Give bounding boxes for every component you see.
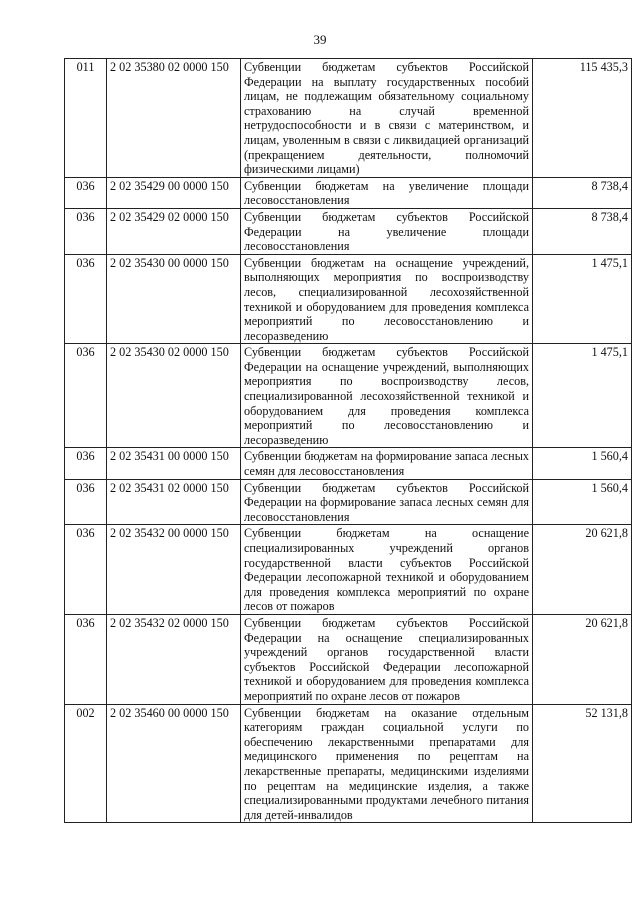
budget-classification-code: 2 02 35431 00 0000 150 bbox=[107, 448, 241, 479]
revenue-name: Субвенции бюджетам на оснащение специализированных учреждений органов государственной власти субъектов Российской Федерации лесопожарной техникой и оборудованием для проведения комплекса мероприятий по охране лесов от пожаров bbox=[241, 525, 533, 615]
amount: 20 621,8 bbox=[533, 614, 632, 704]
amount: 1 560,4 bbox=[533, 448, 632, 479]
budget-classification-code: 2 02 35429 02 0000 150 bbox=[107, 208, 241, 254]
budget-classification-code: 2 02 35432 02 0000 150 bbox=[107, 614, 241, 704]
amount: 1 475,1 bbox=[533, 344, 632, 448]
amount: 20 621,8 bbox=[533, 525, 632, 615]
table-row bbox=[65, 177, 632, 208]
admin-code: 036 bbox=[65, 208, 107, 254]
admin-code: 036 bbox=[65, 448, 107, 479]
amount: 8 738,4 bbox=[533, 208, 632, 254]
revenue-name: Субвенции бюджетам на формирование запаса лесных семян для лесовосстановления bbox=[241, 448, 533, 479]
admin-code: 036 bbox=[65, 525, 107, 615]
revenue-name: Субвенции бюджетам субъектов Российской Федерации на формирование запаса лесных семян для лесовосстановления bbox=[241, 479, 533, 525]
amount: 115 435,3 bbox=[533, 59, 632, 178]
revenue-name: Субвенции бюджетам субъектов Российской Федерации на увеличение площади лесовосстановления bbox=[241, 208, 533, 254]
table-row bbox=[65, 59, 632, 178]
table-row bbox=[65, 208, 632, 254]
table-row bbox=[65, 344, 632, 448]
budget-classification-code: 2 02 35430 00 0000 150 bbox=[107, 254, 241, 344]
admin-code: 036 bbox=[65, 479, 107, 525]
amount: 52 131,8 bbox=[533, 704, 632, 823]
amount: 1 560,4 bbox=[533, 479, 632, 525]
admin-code: 011 bbox=[65, 59, 107, 178]
revenue-name: Субвенции бюджетам субъектов Российской Федерации на выплату государственных пособий лицам, не подлежащим обязательному социальному страхованию на случай временной нетрудоспособности и в связи с материнством, и лицам, уволенным в связи с ликвидацией организаций (прекращением деятельности, полномочий физическими лицами) bbox=[241, 59, 533, 178]
table-row bbox=[65, 448, 632, 479]
table-row bbox=[65, 525, 632, 615]
revenue-name: Субвенции бюджетам на оказание отдельным категориям граждан социальной услуги по обеспечению лекарственными препаратами для медицинского применения по рецептам на лекарственные препараты, медицинскими изделиями по рецептам на медицинские изделия, а также специализированными продуктами лечебного питания для детей-инвалидов bbox=[241, 704, 533, 823]
table-row bbox=[65, 614, 632, 704]
admin-code: 002 bbox=[65, 704, 107, 823]
revenue-name: Субвенции бюджетам субъектов Российской Федерации на оснащение специализированных учреждений органов государственной власти субъектов Российской Федерации лесопожарной техникой и оборудованием для проведения комплекса мероприятий по охране лесов от пожаров bbox=[241, 614, 533, 704]
admin-code: 036 bbox=[65, 614, 107, 704]
admin-code: 036 bbox=[65, 177, 107, 208]
revenue-name: Субвенции бюджетам субъектов Российской Федерации на оснащение учреждений, выполняющих мероприятия по воспроизводству лесов, специализированной лесохозяйственной техникой и оборудованием для проведения комплекса мероприятий по лесовосстановлению и лесоразведению bbox=[241, 344, 533, 448]
page-number: 39 bbox=[313, 32, 327, 47]
budget-classification-code: 2 02 35430 02 0000 150 bbox=[107, 344, 241, 448]
table-row bbox=[65, 479, 632, 525]
admin-code: 036 bbox=[65, 344, 107, 448]
budget-classification-code: 2 02 35460 00 0000 150 bbox=[107, 704, 241, 823]
budget-classification-code: 2 02 35429 00 0000 150 bbox=[107, 177, 241, 208]
budget-classification-code: 2 02 35431 02 0000 150 bbox=[107, 479, 241, 525]
table-row bbox=[65, 254, 632, 344]
revenue-name: Субвенции бюджетам на оснащение учреждений, выполняющих мероприятия по воспроизводству лесов, специализированной лесохозяйственной техникой и оборудованием для проведения комплекса мероприятий по лесовосстановлению и лесоразведению bbox=[241, 254, 533, 344]
table-row bbox=[65, 704, 632, 823]
admin-code: 036 bbox=[65, 254, 107, 344]
budget-classification-code: 2 02 35380 02 0000 150 bbox=[107, 59, 241, 178]
revenue-name: Субвенции бюджетам на увеличение площади лесовосстановления bbox=[241, 177, 533, 208]
amount: 1 475,1 bbox=[533, 254, 632, 344]
amount: 8 738,4 bbox=[533, 177, 632, 208]
budget-table bbox=[64, 58, 632, 823]
budget-classification-code: 2 02 35432 00 0000 150 bbox=[107, 525, 241, 615]
